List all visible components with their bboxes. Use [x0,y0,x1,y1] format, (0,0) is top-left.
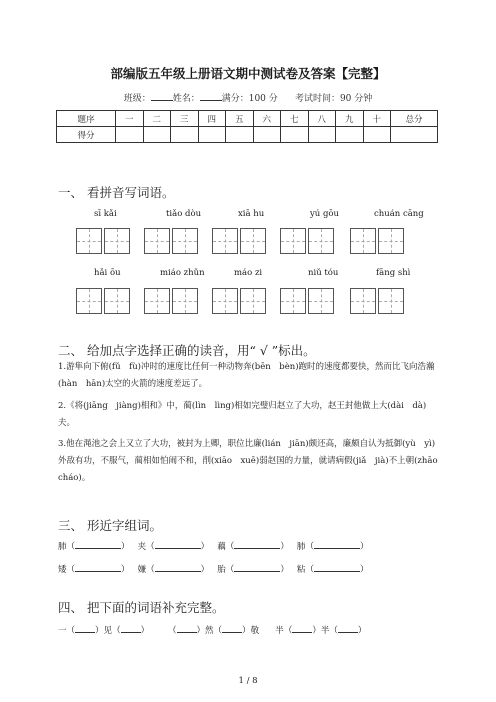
answer-blank[interactable] [234,540,280,549]
page-number: 1 / 8 [238,676,258,686]
writing-grid-row-2 [58,288,448,314]
score-header-cell: 一 [116,111,144,127]
score-header-cell: 五 [226,111,254,127]
section-2-heading: 二、 给加点字选择正确的读音，用“ √ ”标出。 [58,343,316,358]
answer-blank[interactable] [155,563,201,572]
answer-blank[interactable] [75,563,121,572]
idiom-char: 见 [103,626,113,636]
score-cell[interactable] [226,127,254,143]
score-cell[interactable] [391,127,438,143]
score-header-cell: 七 [281,111,309,127]
idiom-char: 半 [275,626,284,636]
writing-cell[interactable] [172,228,198,254]
writing-box-pair [144,288,200,314]
score-cell[interactable] [171,127,199,143]
score-header-cell: 四 [198,111,226,127]
word-group-row-2: 矮（ ） 嫌（ ） 胎（ ） 粘（ ） [58,565,369,575]
answer-blank[interactable] [121,624,141,633]
writing-box-pair [280,228,336,254]
pinyin-label: sī kǎi [94,209,117,219]
exam-time: 考试时间：90 分钟 [294,94,373,104]
pinyin-label: miáo zhǔn [160,268,205,278]
idiom-char: 敬 [250,626,260,636]
section-1-heading: 一、 看拼音写词语。 [58,185,175,200]
answer-blank[interactable] [177,624,197,633]
word-char: 藕 [217,542,226,552]
score-cell[interactable] [363,127,391,143]
writing-cell[interactable] [212,288,238,314]
exam-info [0,91,496,104]
score-table-header-row [57,111,438,127]
answer-blank[interactable] [75,540,121,549]
score-table [56,110,438,143]
word-char: 粘 [296,565,306,575]
word-group-row-1: 肺（ ） 夹（ ） 藕（ ） 肺（ ） [58,542,369,552]
score-cell[interactable] [336,127,364,143]
pinyin-label: máo zi [234,268,263,278]
answer-blank[interactable] [338,624,358,633]
class-label: 班级： [123,94,151,104]
score-header-cell: 九 [336,111,364,127]
writing-box-pair [212,228,268,254]
writing-cell[interactable] [144,288,170,314]
pinyin-row-1 [58,209,448,221]
pinyin-label: tiǎo dòu [166,209,202,219]
score-header-cell: 二 [143,111,171,127]
word-char: 嫌 [137,565,147,575]
answer-blank[interactable] [234,563,280,572]
writing-cell[interactable] [308,288,334,314]
word-char: 胎 [217,565,226,575]
writing-grid-row-1 [58,228,448,254]
word-char: 肺 [58,542,67,552]
score-header-cell: 三 [171,111,199,127]
writing-box-pair [350,228,406,254]
writing-cell[interactable] [280,288,306,314]
writing-cell[interactable] [104,228,130,254]
question-2-3: 3.他在渑池之会上又立了大功，被封为上卿，职位比廉(lián jiān)颇还高，廉颇自认为抵御(yù yì)外敌有功，不服气，蔺相如怕闹不和，削(xiāo xuē)弱赵国的力量，就请病假(jiǎ jià)不上朝(zhāo cháo)。 [58,439,447,483]
name-blank[interactable] [200,91,222,101]
writing-cell[interactable] [240,288,266,314]
score-table-score-row [57,127,438,143]
word-char: 矮 [58,565,67,575]
writing-box-pair [144,228,200,254]
writing-box-pair [76,288,132,314]
score-cell[interactable] [116,127,144,143]
writing-box-pair [212,288,268,314]
pinyin-label: hǎi ōu [94,268,121,278]
pinyin-label: yú gōu [310,209,340,219]
writing-cell[interactable] [172,288,198,314]
answer-blank[interactable] [314,563,360,572]
idiom-char: 一 [58,626,67,636]
pinyin-label: chuán cāng [374,209,424,219]
pinyin-label: niǔ tóu [308,268,339,278]
pinyin-label: xiā hu [238,209,265,219]
pinyin-row-2 [58,268,448,280]
score-cell[interactable] [253,127,281,143]
score-header-cell: 六 [253,111,281,127]
score-cell[interactable] [281,127,309,143]
answer-blank[interactable] [75,624,95,633]
answer-blank[interactable] [314,540,360,549]
writing-cell[interactable] [350,228,376,254]
word-char: 肺 [296,542,306,552]
pinyin-label: fāng shì [376,268,411,278]
question-2-2: 2.《将(jiāng jiàng)相和》中，蔺(lìn lìng)相如完璧归赵立了大功，赵王封他做上大(dài dà)夫。 [58,401,427,428]
score-header-cell: 题序 [57,111,116,127]
writing-cell[interactable] [378,228,404,254]
class-blank[interactable] [151,91,173,101]
idiom-char: 半 [320,626,330,636]
writing-box-pair [280,288,336,314]
score-header-cell: 十 [363,111,391,127]
score-cell[interactable] [143,127,171,143]
writing-cell[interactable] [280,228,306,254]
section-3-heading: 三、 形近字组词。 [58,518,162,533]
exam-title: 部编版五年级上册语文期中测试卷及答案【完整】 [110,66,386,81]
writing-cell[interactable] [378,288,404,314]
question-2-1: 1.游隼向下俯(fǔ fù)冲时的速度比任何一种动物奔(bēn bèn)跑时的速度都要快，然而比飞向浩瀚(hàn hān)太空的火箭的速度差远了。 [58,362,435,389]
idiom-char: 然 [205,626,214,636]
word-char: 夹 [137,542,147,552]
writing-cell[interactable] [212,228,238,254]
writing-box-pair [350,288,406,314]
score-row-label: 得分 [57,127,116,143]
score-header-cell: 总分 [391,111,438,127]
writing-cell[interactable] [76,288,102,314]
score-cell[interactable] [308,127,336,143]
answer-blank[interactable] [292,624,312,633]
answer-blank[interactable] [155,540,201,549]
writing-cell[interactable] [308,228,334,254]
writing-cell[interactable] [350,288,376,314]
writing-cell[interactable] [144,228,170,254]
writing-cell[interactable] [240,228,266,254]
section-4-heading: 四、 把下面的词语补充完整。 [58,600,225,615]
writing-cell[interactable] [104,288,130,314]
writing-box-pair [76,228,132,254]
score-cell[interactable] [198,127,226,143]
writing-cell[interactable] [76,228,102,254]
answer-blank[interactable] [222,624,242,633]
score-header-cell: 八 [308,111,336,127]
name-label: 姓名： [172,94,200,104]
idiom-row-1: 一（ ）见（ ） （ ）然（ ）敬 半（ ）半（ ） [58,626,367,636]
full-score: 满分：100 分 [221,94,278,104]
